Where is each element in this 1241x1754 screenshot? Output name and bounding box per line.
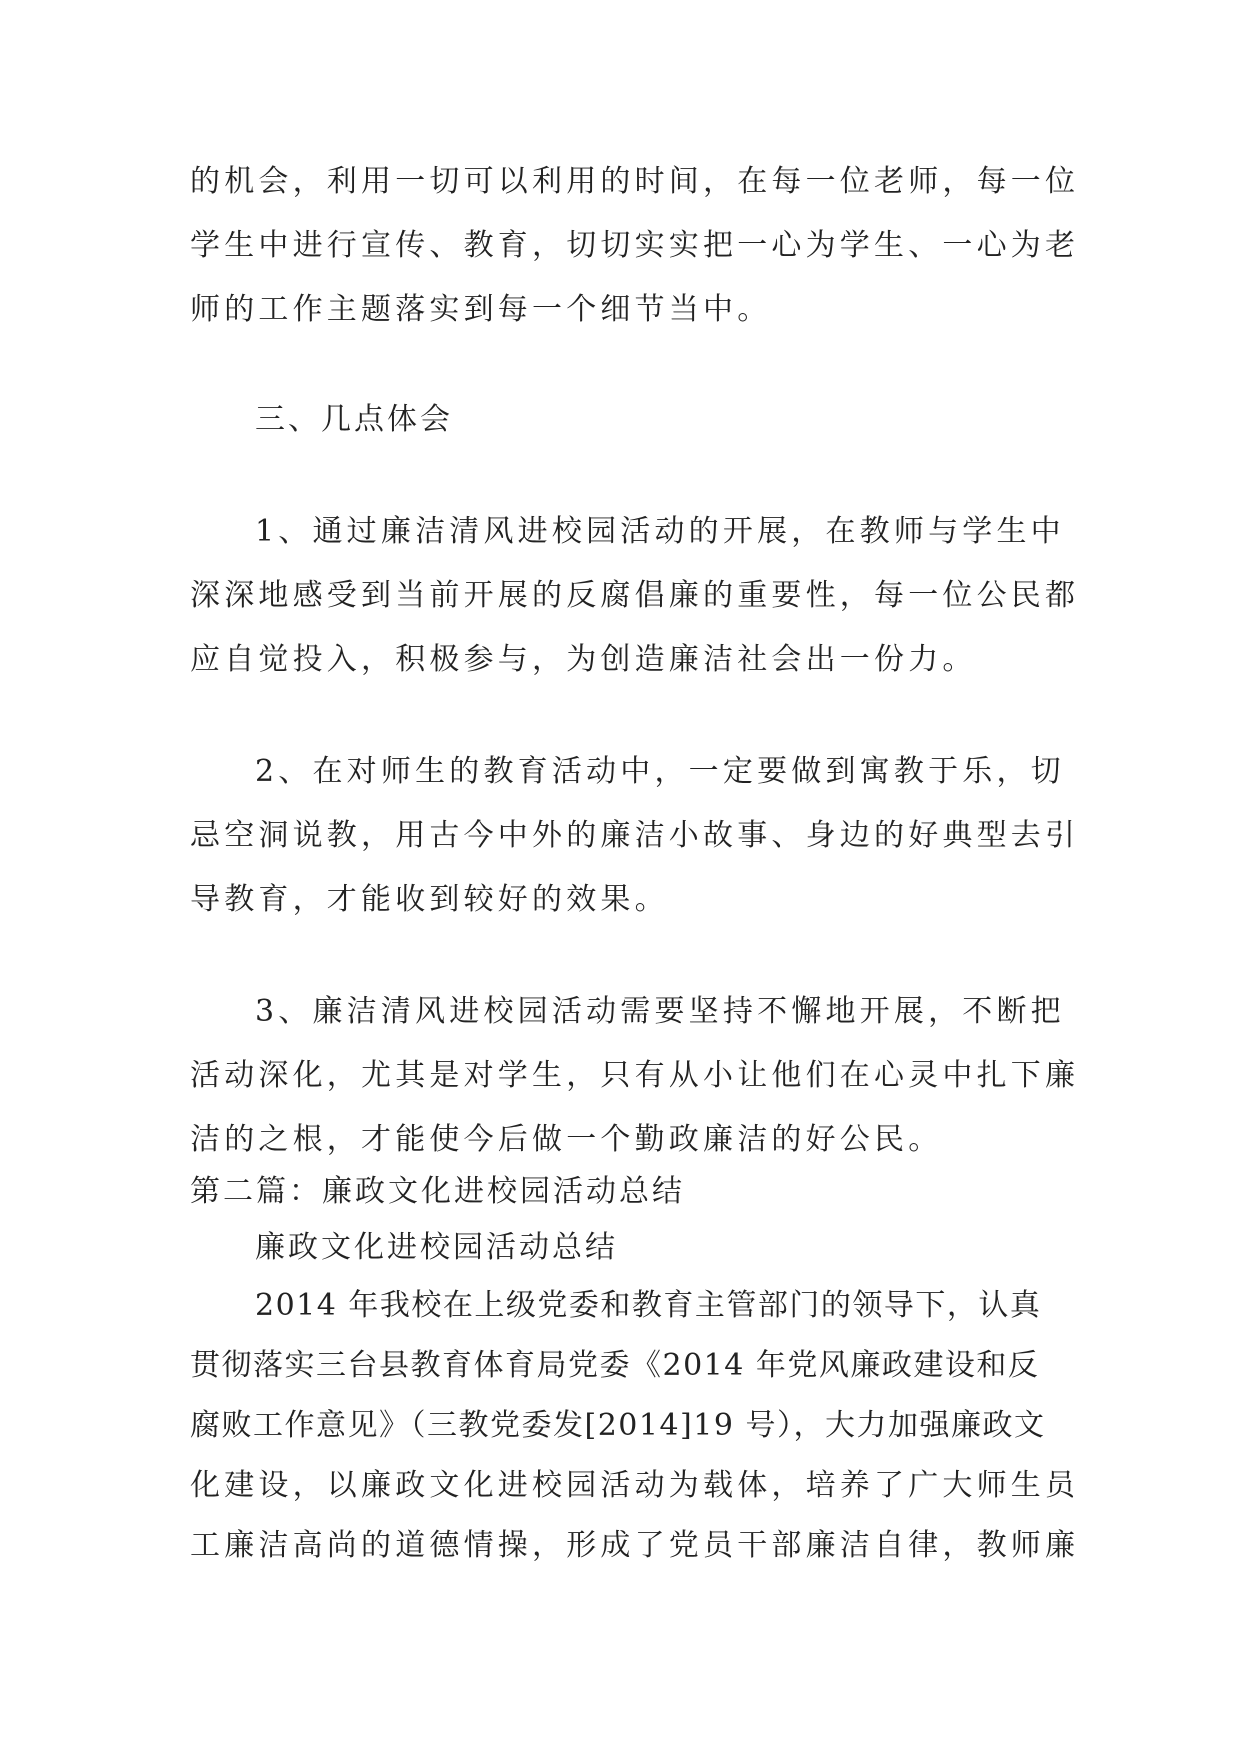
text-line: 师的工作主题落实到每一个细节当中。 xyxy=(190,292,772,327)
text-line: 1、通过廉洁清风进校园活动的开展，在教师与学生中 xyxy=(255,514,1065,549)
text-line: 2014 年我校在上级党委和教育主管部门的领导下，认真 xyxy=(255,1288,1042,1323)
text-line: 贯彻落实三台县教育体育局党委《2014 年党风廉政建设和反 xyxy=(190,1348,1040,1383)
text-line: 导教育，才能收到较好的效果。 xyxy=(190,882,669,917)
text-line: 工廉洁高尚的道德情操，形成了党员干部廉洁自律，教师廉 xyxy=(190,1528,1080,1563)
text-line: 忌空洞说教，用古今中外的廉洁小故事、身边的好典型去引 xyxy=(190,818,1080,853)
text-line: 化建设，以廉政文化进校园活动为载体，培养了广大师生员 xyxy=(190,1468,1080,1503)
text-line: 腐败工作意见》（三教党委发[2014]19 号），大力加强廉政文 xyxy=(190,1408,1046,1443)
text-line: 活动深化，尤其是对学生，只有从小让他们在心灵中扎下廉 xyxy=(190,1058,1080,1093)
text-line: 洁的之根，才能使今后做一个勤政廉洁的好公民。 xyxy=(190,1122,943,1157)
text-line: 3、廉洁清风进校园活动需要坚持不懈地开展，不断把 xyxy=(255,994,1065,1029)
section-heading: 三、几点体会 xyxy=(255,402,453,437)
article-title: 廉政文化进校园活动总结 xyxy=(255,1230,618,1265)
chapter-title: 第二篇：廉政文化进校园活动总结 xyxy=(190,1174,685,1209)
text-line: 学生中进行宣传、教育，切切实实把一心为学生、一心为老 xyxy=(190,228,1080,263)
text-line: 深深地感受到当前开展的反腐倡廉的重要性，每一位公民都 xyxy=(190,578,1080,613)
text-line: 的机会，利用一切可以利用的时间，在每一位老师，每一位 xyxy=(190,164,1080,199)
text-line: 2、在对师生的教育活动中，一定要做到寓教于乐，切 xyxy=(255,754,1065,789)
text-line: 应自觉投入，积极参与，为创造廉洁社会出一份力。 xyxy=(190,642,977,677)
